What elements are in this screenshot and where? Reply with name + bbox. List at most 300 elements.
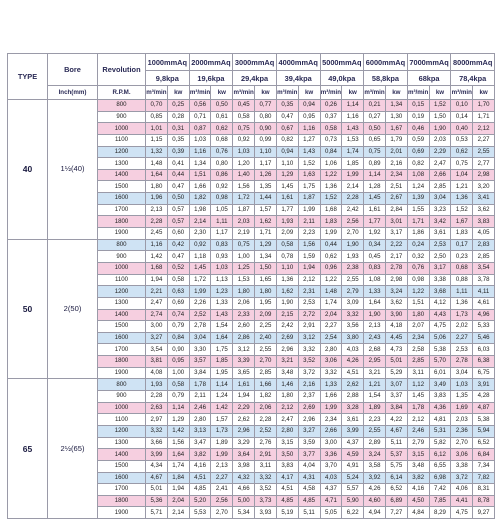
flow-cell: 1,48	[320, 286, 342, 298]
flow-cell: 3,65	[233, 367, 255, 379]
flow-cell: 1,94	[233, 391, 255, 403]
power-cell: 3,12	[298, 332, 320, 344]
power-cell: 5,33	[473, 321, 495, 333]
flow-cell: 2,53	[451, 344, 473, 356]
flow-cell: 2,02	[451, 321, 473, 333]
flow-cell: 2,43	[364, 332, 386, 344]
power-cell: 0,92	[211, 181, 233, 193]
flow-cell: 2,58	[407, 344, 429, 356]
power-cell: 0,83	[211, 239, 233, 251]
power-unit-header: kw	[429, 86, 451, 100]
rpm-cell: 1900	[98, 367, 146, 379]
power-cell: 5,75	[385, 460, 407, 472]
flow-cell: 5,36	[146, 495, 168, 507]
power-cell: 4,26	[342, 356, 364, 368]
power-cell: 0,25	[167, 100, 189, 112]
type-header: TYPE	[8, 54, 48, 100]
flow-cell: 1,04	[451, 169, 473, 181]
flow-cell: 1,03	[233, 146, 255, 158]
power-cell: 1,05	[211, 204, 233, 216]
power-cell: 3,09	[342, 297, 364, 309]
flow-cell: 1,61	[233, 379, 255, 391]
pressure-mmaq-header: 8000mmAq	[451, 54, 495, 71]
power-cell: 2,69	[298, 402, 320, 414]
flow-cell: 3,66	[146, 437, 168, 449]
flow-cell: 1,51	[189, 169, 211, 181]
flow-cell: 1,66	[189, 181, 211, 193]
flow-cell: 2,47	[276, 414, 298, 426]
flow-cell: 1,52	[320, 193, 342, 205]
flow-cell: 2,30	[189, 228, 211, 240]
flow-cell: 0,58	[233, 111, 255, 123]
power-cell: 5,31	[429, 425, 451, 437]
power-cell: 1,14	[211, 379, 233, 391]
rpm-cell: 1900	[98, 228, 146, 240]
power-cell: 2,76	[255, 437, 277, 449]
flow-cell: 0,75	[451, 158, 473, 170]
power-cell: 2,40	[255, 332, 277, 344]
flow-cell: 1,69	[451, 402, 473, 414]
power-cell: 2,09	[255, 309, 277, 321]
flow-cell: 2,34	[407, 332, 429, 344]
flow-cell: 1,67	[451, 216, 473, 228]
power-cell: 2,79	[342, 286, 364, 298]
flow-cell: 3,98	[233, 460, 255, 472]
power-cell: 6,38	[473, 356, 495, 368]
type-cell: 40	[8, 100, 48, 240]
flow-cell: 1,16	[189, 146, 211, 158]
rpm-cell: 1200	[98, 146, 146, 158]
rpm-cell: 800	[98, 379, 146, 391]
power-cell: 4,87	[473, 402, 495, 414]
flow-cell: 4,51	[276, 484, 298, 496]
flow-cell: 3,36	[320, 449, 342, 461]
flow-cell: 1,86	[407, 228, 429, 240]
power-cell: 3,54	[473, 262, 495, 274]
power-cell: 3,72	[298, 367, 320, 379]
bore-header: Bore	[48, 54, 98, 86]
table-row	[8, 379, 495, 391]
power-cell: 2,55	[342, 274, 364, 286]
power-cell: 2,53	[429, 239, 451, 251]
power-cell: 1,99	[211, 449, 233, 461]
power-cell: 6,52	[473, 437, 495, 449]
flow-cell: 1,73	[451, 309, 473, 321]
power-unit-header: kw	[473, 86, 495, 100]
flow-cell: 0,70	[146, 100, 168, 112]
pressure-kpa-header: 49,0kpa	[320, 71, 364, 86]
flow-cell: 1,20	[233, 158, 255, 170]
flow-cell: 4,84	[407, 507, 429, 519]
power-cell: 3,38	[429, 274, 451, 286]
power-cell: 0,94	[298, 100, 320, 112]
rpm-cell: 1500	[98, 460, 146, 472]
flow-cell: 0,88	[451, 274, 473, 286]
power-cell: 3,99	[342, 425, 364, 437]
power-cell: 2,27	[211, 472, 233, 484]
flow-cell: 1,10	[276, 158, 298, 170]
flow-cell: 1,35	[451, 391, 473, 403]
rpm-cell: 1400	[98, 169, 146, 181]
flow-cell: 0,24	[407, 239, 429, 251]
flow-cell: 2,68	[364, 344, 386, 356]
power-cell: 3,17	[429, 262, 451, 274]
power-cell: 9,27	[473, 507, 495, 519]
power-cell: 3,91	[473, 379, 495, 391]
power-cell: 6,98	[429, 472, 451, 484]
flow-cell: 1,39	[407, 193, 429, 205]
flow-cell: 2,97	[146, 414, 168, 426]
flow-cell: 1,36	[320, 181, 342, 193]
power-cell: 2,31	[298, 286, 320, 298]
flow-cell: 0,75	[364, 146, 386, 158]
power-cell: 2,52	[255, 425, 277, 437]
power-cell: 3,84	[385, 402, 407, 414]
power-cell: 0,84	[167, 332, 189, 344]
rpm-cell: 1400	[98, 449, 146, 461]
power-cell: 2,22	[385, 239, 407, 251]
power-cell: 1,56	[167, 437, 189, 449]
flow-cell: 1,96	[146, 193, 168, 205]
power-cell: 0,69	[167, 297, 189, 309]
flow-cell: 3,06	[320, 356, 342, 368]
power-cell: 4,05	[473, 228, 495, 240]
power-cell: 1,50	[429, 111, 451, 123]
flow-cell: 4,34	[146, 460, 168, 472]
power-unit-header: kw	[385, 86, 407, 100]
table-row	[8, 239, 495, 251]
flow-cell: 2,63	[146, 402, 168, 414]
flow-cell: 1,22	[320, 169, 342, 181]
rpm-cell: 1600	[98, 193, 146, 205]
flow-cell: 2,74	[146, 309, 168, 321]
flow-cell: 1,21	[451, 181, 473, 193]
power-cell: 1,57	[211, 414, 233, 426]
power-cell: 3,93	[255, 507, 277, 519]
flow-cell: 3,21	[364, 367, 386, 379]
flow-cell: 3,21	[276, 356, 298, 368]
flow-cell: 3,39	[233, 356, 255, 368]
power-cell: 0,50	[167, 193, 189, 205]
power-cell: 4,59	[342, 449, 364, 461]
power-cell: 4,81	[429, 414, 451, 426]
flow-cell: 0,14	[451, 111, 473, 123]
power-cell: 4,61	[473, 297, 495, 309]
flow-cell: 2,60	[233, 321, 255, 333]
power-cell: 1,16	[342, 111, 364, 123]
flow-cell: 0,45	[233, 100, 255, 112]
flow-cell: 4,03	[320, 472, 342, 484]
flow-cell: 0,58	[320, 123, 342, 135]
flow-cell: 0,96	[320, 262, 342, 274]
power-cell: 2,96	[298, 414, 320, 426]
flow-cell: 1,33	[320, 379, 342, 391]
rpm-cell: 1400	[98, 309, 146, 321]
flow-cell: 1,12	[407, 379, 429, 391]
flow-cell: 4,67	[146, 472, 168, 484]
flow-cell: 1,00	[233, 251, 255, 263]
power-cell: 0,52	[167, 262, 189, 274]
power-cell: 0,79	[167, 391, 189, 403]
flow-cell: 3,04	[189, 332, 211, 344]
flow-cell: 0,92	[189, 239, 211, 251]
flow-cell: 1,36	[276, 274, 298, 286]
flow-cell: 0,75	[233, 123, 255, 135]
flow-cell: 2,54	[320, 332, 342, 344]
power-cell: 2,14	[342, 181, 364, 193]
power-cell: 2,55	[473, 146, 495, 158]
flow-cell: 0,98	[407, 274, 429, 286]
flow-cell: 1,98	[189, 204, 211, 216]
power-cell: 4,03	[342, 344, 364, 356]
flow-cell: 2,78	[451, 356, 473, 368]
flow-cell: 0,47	[276, 111, 298, 123]
flow-cell: 1,80	[146, 181, 168, 193]
power-cell: 1,67	[385, 123, 407, 135]
power-cell: 1,90	[429, 123, 451, 135]
power-cell: 1,99	[298, 204, 320, 216]
flow-cell: 0,62	[451, 146, 473, 158]
pressure-mmaq-header: 3000mmAq	[233, 54, 277, 71]
pressure-kpa-header: 39,4kpa	[276, 71, 320, 86]
power-cell: 1,85	[211, 356, 233, 368]
power-cell: 2,53	[298, 297, 320, 309]
rpm-cell: 800	[98, 239, 146, 251]
power-cell: 1,35	[255, 181, 277, 193]
flow-cell: 1,46	[276, 379, 298, 391]
power-cell: 4,58	[298, 484, 320, 496]
power-cell: 1,66	[255, 379, 277, 391]
flow-cell: 1,01	[146, 123, 168, 135]
power-cell: 3,49	[429, 379, 451, 391]
flow-cell: 5,05	[320, 507, 342, 519]
flow-cell: 2,13	[364, 321, 386, 333]
flow-cell: 2,62	[233, 414, 255, 426]
power-cell: 6,22	[342, 507, 364, 519]
power-cell: 0,63	[167, 286, 189, 298]
rpm-header: R.P.M.	[98, 86, 146, 100]
flow-cell: 0,26	[320, 100, 342, 112]
power-cell: 5,46	[473, 332, 495, 344]
pressure-kpa-header: 58,8kpa	[364, 71, 408, 86]
rpm-cell: 1500	[98, 181, 146, 193]
rpm-cell: 1100	[98, 274, 146, 286]
rpm-cell: 1600	[98, 332, 146, 344]
power-cell: 5,06	[429, 332, 451, 344]
type-cell: 65	[8, 379, 48, 519]
flow-cell: 3,12	[233, 344, 255, 356]
flow-unit-header: m³/min	[407, 86, 429, 100]
power-unit-header: kw	[342, 86, 364, 100]
power-cell: 1,33	[211, 297, 233, 309]
flow-cell: 3,29	[233, 437, 255, 449]
power-cell: 2,98	[385, 274, 407, 286]
power-cell: 2,77	[473, 158, 495, 170]
power-cell: 1,52	[298, 158, 320, 170]
power-cell: 1,75	[298, 181, 320, 193]
flow-cell: 5,53	[189, 507, 211, 519]
power-cell: 0,44	[167, 169, 189, 181]
flow-cell: 3,32	[320, 367, 342, 379]
power-cell: 3,52	[255, 484, 277, 496]
power-cell: 1,52	[429, 100, 451, 112]
flow-cell: 2,36	[451, 425, 473, 437]
power-cell: 2,91	[255, 449, 277, 461]
rpm-cell: 1700	[98, 204, 146, 216]
power-cell: 1,95	[255, 297, 277, 309]
power-cell: 0,80	[211, 158, 233, 170]
flow-cell: 1,90	[364, 309, 386, 321]
power-cell: 1,74	[167, 460, 189, 472]
power-cell: 3,83	[473, 216, 495, 228]
power-cell: 8,78	[473, 495, 495, 507]
power-cell: 2,98	[473, 169, 495, 181]
rpm-cell: 1700	[98, 484, 146, 496]
power-cell: 2,50	[429, 251, 451, 263]
flow-cell: 0,83	[364, 262, 386, 274]
power-cell: 3,62	[385, 297, 407, 309]
power-cell: 2,85	[473, 251, 495, 263]
rpm-cell: 1800	[98, 495, 146, 507]
power-cell: 2,83	[473, 239, 495, 251]
flow-cell: 1,62	[276, 286, 298, 298]
flow-unit-header: m³/min	[451, 86, 473, 100]
flow-cell: 1,72	[189, 274, 211, 286]
power-cell: 1,94	[167, 484, 189, 496]
power-cell: 2,12	[298, 274, 320, 286]
power-cell: 2,91	[298, 321, 320, 333]
power-cell: 2,38	[342, 262, 364, 274]
power-cell: 1,42	[211, 402, 233, 414]
power-cell: 1,29	[167, 414, 189, 426]
flow-cell: 2,55	[364, 425, 386, 437]
flow-cell: 1,53	[233, 274, 255, 286]
rpm-cell: 1100	[98, 414, 146, 426]
flow-cell: 3,81	[146, 356, 168, 368]
power-cell: 1,79	[385, 134, 407, 146]
flow-cell: 3,99	[146, 449, 168, 461]
flow-cell: 0,56	[189, 100, 211, 112]
power-cell: 3,59	[298, 437, 320, 449]
power-cell: 7,82	[473, 472, 495, 484]
power-cell: 6,14	[385, 472, 407, 484]
flow-cell: 1,45	[276, 181, 298, 193]
flow-cell: 2,66	[320, 425, 342, 437]
power-cell: 4,85	[298, 495, 320, 507]
power-cell: 4,18	[385, 321, 407, 333]
flow-cell: 4,71	[320, 495, 342, 507]
power-cell: 0,98	[211, 193, 233, 205]
flow-cell: 1,92	[364, 228, 386, 240]
power-cell: 1,57	[255, 204, 277, 216]
power-cell: 4,36	[429, 402, 451, 414]
flow-cell: 3,38	[451, 460, 473, 472]
flow-cell: 2,23	[364, 414, 386, 426]
flow-cell: 0,46	[407, 123, 429, 135]
flow-unit-header: m³/min	[189, 86, 211, 100]
power-cell: 1,94	[298, 262, 320, 274]
flow-cell: 1,28	[364, 181, 386, 193]
power-cell: 2,51	[385, 181, 407, 193]
power-cell: 1,14	[167, 402, 189, 414]
power-cell: 3,07	[385, 379, 407, 391]
power-cell: 1,64	[167, 449, 189, 461]
flow-cell: 0,35	[276, 100, 298, 112]
flow-cell: 0,69	[407, 146, 429, 158]
flow-cell: 1,21	[364, 379, 386, 391]
flow-cell: 0,89	[364, 158, 386, 170]
flow-cell: 2,45	[146, 228, 168, 240]
power-cell: 3,62	[473, 204, 495, 216]
flow-cell: 4,37	[320, 484, 342, 496]
flow-cell: 0,23	[451, 251, 473, 263]
power-cell: 1,23	[211, 286, 233, 298]
power-cell: 2,42	[342, 204, 364, 216]
flow-unit-header: m³/min	[320, 86, 342, 100]
power-cell: 5,90	[342, 495, 364, 507]
flow-cell: 3,54	[146, 344, 168, 356]
rpm-cell: 1800	[98, 216, 146, 228]
pressure-mmaq-header: 6000mmAq	[364, 54, 408, 71]
flow-cell: 0,17	[451, 239, 473, 251]
pressure-mmaq-header: 7000mmAq	[407, 54, 451, 71]
power-cell: 2,27	[473, 134, 495, 146]
power-cell: 2,28	[255, 414, 277, 426]
power-cell: 0,99	[255, 134, 277, 146]
power-cell: 3,52	[298, 356, 320, 368]
flow-cell: 1,11	[451, 286, 473, 298]
flow-cell: 0,59	[407, 134, 429, 146]
power-cell: 1,71	[255, 228, 277, 240]
power-cell: 0,41	[167, 158, 189, 170]
power-cell: 3,17	[385, 228, 407, 240]
power-cell: 1,53	[342, 134, 364, 146]
power-cell: 1,75	[211, 344, 233, 356]
flow-cell: 1,61	[364, 204, 386, 216]
flow-cell: 2,86	[233, 332, 255, 344]
power-cell: 2,62	[342, 379, 364, 391]
flow-cell: 1,48	[146, 158, 168, 170]
power-cell: 2,37	[298, 391, 320, 403]
flow-cell: 2,28	[146, 391, 168, 403]
flow-cell: 4,66	[233, 484, 255, 496]
power-cell: 0,76	[211, 146, 233, 158]
power-unit-header: kw	[298, 86, 320, 100]
flow-cell: 0,78	[276, 251, 298, 263]
flow-cell: 1,14	[364, 169, 386, 181]
power-cell: 2,04	[167, 495, 189, 507]
power-cell: 1,90	[342, 239, 364, 251]
power-cell: 1,42	[167, 425, 189, 437]
power-cell: 3,23	[429, 204, 451, 216]
power-cell: 6,03	[473, 344, 495, 356]
flow-cell: 2,79	[407, 437, 429, 449]
flow-cell: 3,70	[320, 460, 342, 472]
power-cell: 2,23	[298, 228, 320, 240]
flow-cell: 1,77	[276, 204, 298, 216]
flow-cell: 2,85	[407, 356, 429, 368]
flow-cell: 3,84	[189, 367, 211, 379]
power-cell: 3,56	[342, 321, 364, 333]
power-cell: 6,89	[385, 495, 407, 507]
power-cell: 1,87	[298, 193, 320, 205]
flow-cell: 2,46	[407, 425, 429, 437]
power-cell: 0,93	[211, 251, 233, 263]
power-cell: 0,57	[167, 216, 189, 228]
flow-cell: 0,40	[451, 123, 473, 135]
power-cell: 2,01	[385, 146, 407, 158]
pressure-mmaq-header: 4000mmAq	[276, 54, 320, 71]
